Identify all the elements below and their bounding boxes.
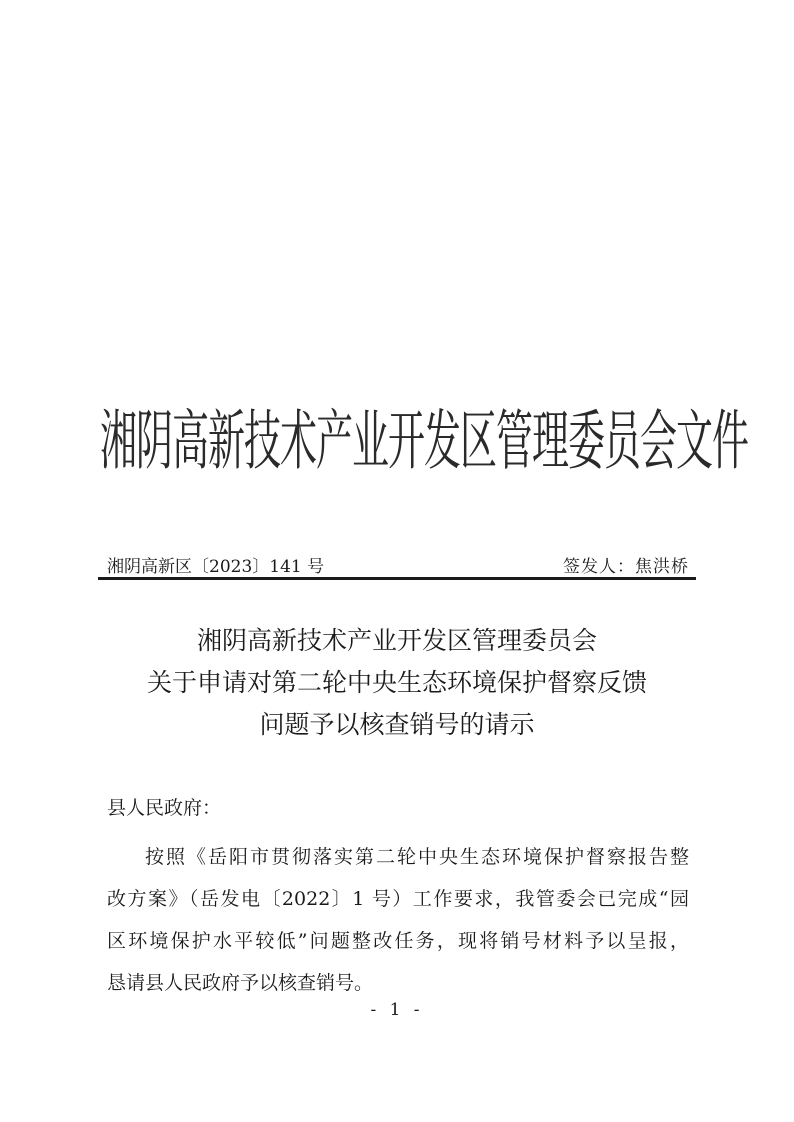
body-paragraph — [107, 836, 689, 1004]
paragraph-line: 按照《岳阳市贯彻落实第二轮中央生态环境保护督察报告整 — [145, 846, 689, 868]
signer: 签发人：焦洪桥 — [563, 557, 689, 577]
paragraph-line: 区环境保护水平较低”问题整改任务，现将销号材料予以呈报， — [107, 930, 689, 952]
title-line: 问题予以核查销号的请示 — [259, 710, 535, 739]
paragraph-line: 恳请县人民政府予以核查销号。 — [107, 972, 374, 994]
page-number: - 1 - — [370, 1000, 424, 1020]
document-title — [90, 620, 704, 746]
masthead-title — [100, 392, 748, 492]
title-line: 关于申请对第二轮中央生态环境保护督察反馈 — [146, 668, 647, 697]
header-divider — [98, 577, 696, 580]
document-number: 湘阴高新区〔2023〕141 号 — [107, 557, 325, 577]
document-info-line — [107, 552, 689, 578]
masthead-text: 湘阴高新技术产业开发区管理委员会文件 — [100, 403, 748, 479]
title-line: 湘阴高新技术产业开发区管理委员会 — [196, 626, 597, 655]
addressee: 县人民政府： — [107, 797, 222, 819]
paragraph-line: 改方案》（岳发电〔2022〕1 号）工作要求，我管委会已完成“园 — [107, 888, 689, 910]
